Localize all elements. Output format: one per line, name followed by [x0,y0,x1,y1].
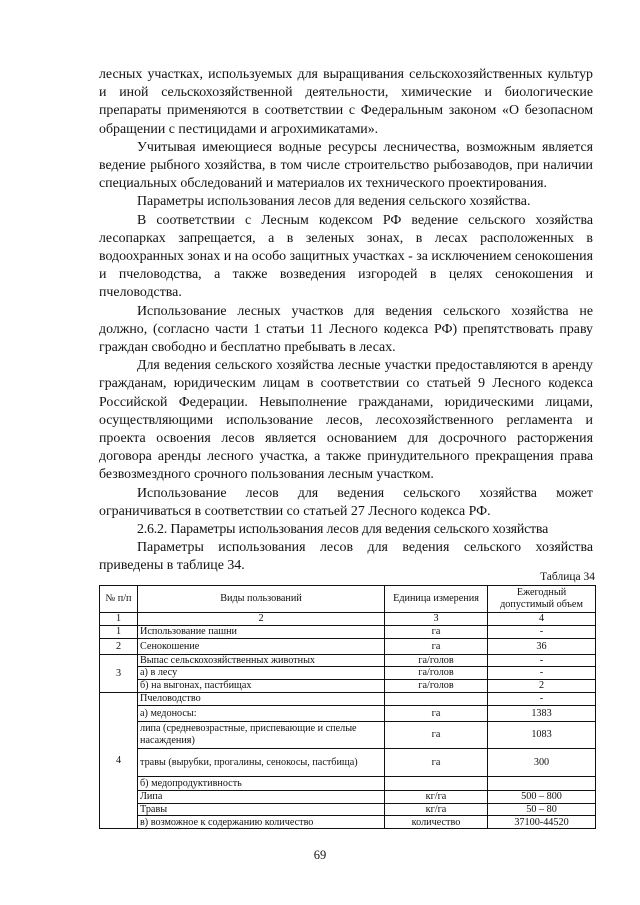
section-heading: 2.6.2. Параметры использования лесов для ведения сельского хозяйства [137,522,549,538]
row-unit [385,692,488,705]
row-num: 3 [100,655,138,693]
paragraph-7: Использование лесов для ведения сельского хозяйства может ограничиваться в соответствии со статьей 27 Лесного кодекса РФ. [99,485,593,519]
row-kind: Липа [138,790,385,803]
row-volume: - [488,655,596,667]
row-unit: кг/га [385,790,488,803]
row-num: 1 [100,626,138,639]
row-kind: б) медопродуктивность [138,776,385,790]
table-row [100,692,596,705]
row-volume: 1383 [488,705,596,721]
page-number: 69 [313,848,327,862]
colnum-1: 1 [100,613,138,626]
paragraph-4: В соответствии с Лесным кодексом РФ ведение сельского хозяйства лесопарках запрещается, а в зеленых зонах, в лесах расположенных в водоохранных зонах и на особо защитных участках - за исключением сенокошения и пчеловодства, а также возведения изгородей в целях сенокошения и пчеловодства. [99,212,593,301]
table-caption: Таблица 34 [540,571,595,583]
row-unit: кг/га [385,803,488,815]
row-volume: - [488,692,596,705]
row-unit: га [385,639,488,655]
body-text [99,66,593,576]
row-volume: 500 – 800 [488,790,596,803]
row-kind: травы (вырубки, прогалины, сенокосы, пастбища) [138,748,385,776]
paragraph-8: Параметры использования лесов для ведения сельского хозяйства приведены в таблице 34. [99,540,593,574]
row-num: 4 [100,692,138,828]
row-kind: б) на выгонах, пастбищах [138,679,385,692]
row-volume: 50 – 80 [488,803,596,815]
row-volume: 1083 [488,721,596,748]
row-unit: га/голов [385,667,488,679]
row-volume: 36 [488,639,596,655]
table-row [100,639,596,655]
row-kind: Выпас сельскохозяйственных животных [138,655,385,667]
paragraph-1: лесных участках, используемых для выращивания сельскохозяйственных культур и иной сельскохозяйственной деятельности, химические и биологические препараты применяются в соответствии с Федеральным законом «О безопасном обращении с пестицидами и агрохимикатами». [99,67,593,137]
column-number-row [100,613,596,626]
row-volume: - [488,667,596,679]
table-row [100,748,596,776]
row-kind: Травы [138,803,385,815]
row-unit: га [385,748,488,776]
row-volume: 37100-44520 [488,816,596,829]
table-header-row [100,586,596,613]
paragraph-6: Для ведения сельского хозяйства лесные участки предоставляются в аренду гражданам, юридическим лицам в соответствии со статьей 9 Лесного кодекса Российской Федерации. Невыполнение гражданами, юридическими лицами, осуществляющими использование лесов, лесохозяйственного регламента и проекта освоения лесов является основанием для досрочного расторжения договора аренды лесного участка, а также принудительного прекращения права безвозмездного срочного пользования лесным участком. [99,358,593,483]
header-volume: Ежегодный допустимый объем [488,586,596,613]
row-volume: 300 [488,748,596,776]
table-row [100,790,596,803]
row-kind: а) в лесу [138,667,385,679]
row-unit: га/голов [385,679,488,692]
table-row [100,721,596,748]
table-row [100,816,596,829]
row-unit: га [385,705,488,721]
table-row [100,626,596,639]
row-unit: количество [385,816,488,829]
row-kind: а) медоносы: [138,705,385,721]
paragraph-2: Учитывая имеющиеся водные ресурсы лесничества, возможным является ведение рыбного хозяйства, в том числе строительство рыбозаводов, при наличии специальных обследований и материалов их технического проектирования. [99,139,593,192]
table-row [100,803,596,815]
header-num: № п/п [100,586,138,613]
row-unit: га [385,721,488,748]
header-unit: Единица измерения [385,586,488,613]
row-unit [385,776,488,790]
paragraph-3: Параметры использования лесов для ведения сельского хозяйства. [137,194,531,210]
row-kind: Пчеловодство [138,692,385,705]
row-num: 2 [100,639,138,655]
header-kind: Виды пользований [138,586,385,613]
row-volume: - [488,626,596,639]
row-volume: 2 [488,679,596,692]
row-kind: Сенокошение [138,639,385,655]
row-kind: липа (средневозрастные, приспевающие и спелые насаждения) [138,721,385,748]
table-row [100,679,596,692]
table-row [100,655,596,667]
row-kind: Использование пашни [138,626,385,639]
table-34 [99,585,596,829]
table-row [100,705,596,721]
colnum-4: 4 [488,613,596,626]
row-kind: в) возможное к содержанию количество [138,816,385,829]
row-unit: га [385,626,488,639]
colnum-3: 3 [385,613,488,626]
colnum-2: 2 [138,613,385,626]
table-row [100,776,596,790]
paragraph-5: Использование лесных участков для ведения сельского хозяйства не должно, (согласно части 1 статьи 11 Лесного кодекса РФ) препятствовать праву граждан свободно и бесплатно пребывать в лесах. [99,303,593,356]
row-volume [488,776,596,790]
table-row [100,667,596,679]
row-unit: га/голов [385,655,488,667]
